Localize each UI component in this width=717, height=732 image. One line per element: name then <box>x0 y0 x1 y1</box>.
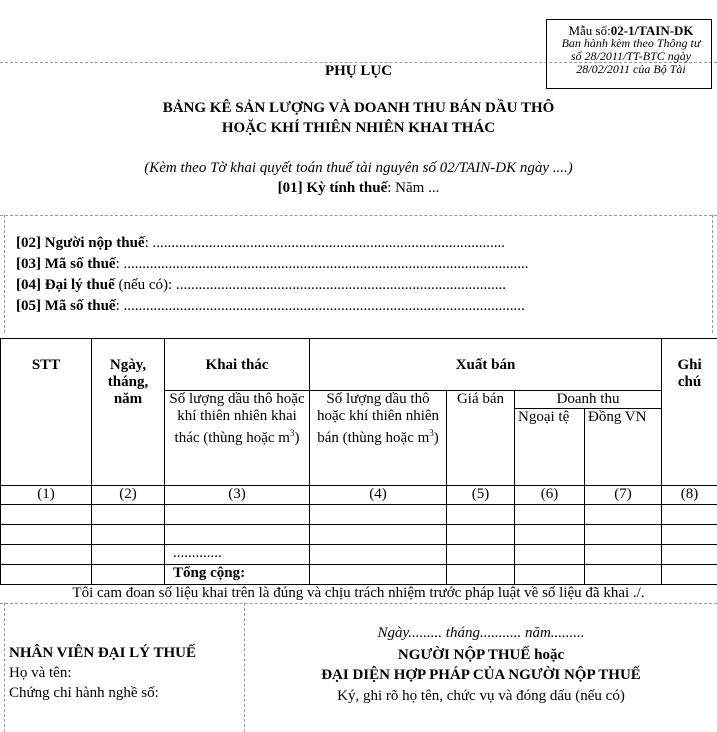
column-number: (6) <box>515 486 585 505</box>
document-title: BẢNG KÊ SẢN LƯỢNG VÀ DOANH THU BÁN DẦU THÔ <box>162 100 555 116</box>
tax-agent-field[interactable]: [04] Đại lý thuế (nếu có): ........................................................................................ <box>16 277 506 293</box>
legal-representative-title: ĐẠI DIỆN HỢP PHÁP CỦA NGƯỜI NỘP THUẾ <box>321 667 641 683</box>
commitment-text: Tôi cam đoan số liệu khai trên là đúng và chịu trách nhiệm trước pháp luật về số liệu đã khai ./. <box>72 585 645 601</box>
header-sales: Xuất bán <box>310 339 662 391</box>
guide-line <box>4 215 5 333</box>
header-price: Giá bán <box>447 391 515 486</box>
column-number-row <box>1 486 717 505</box>
issued-line: số 28/2011/TT-BTC ngày <box>570 49 692 63</box>
guide-line <box>4 603 5 732</box>
table-row[interactable] <box>1 545 717 565</box>
issued-line: 28/02/2011 của Bộ Tài <box>576 62 686 76</box>
tax-agent-staff-title: NHÂN VIÊN ĐẠI LÝ THUẾ <box>9 645 196 661</box>
attachment-note: (Kèm theo Tờ khai quyết toán thuế tài nguyên số 02/TAIN-DK ngày ....) <box>144 160 573 176</box>
taxpayer-field[interactable]: [02] Người nộp thuế: .............................................................................................. <box>16 235 505 251</box>
header-revenue: Doanh thu <box>515 391 662 409</box>
header-extraction: Khai thác <box>165 339 310 391</box>
column-number: (1) <box>1 486 92 505</box>
header-note: Ghi chú <box>662 339 717 486</box>
header-date: Ngày, tháng, năm <box>92 339 165 486</box>
header-qty-sold: Số lượng dầu thô hoặc khí thiên nhiên bán (thùng hoặc $m^3$) <box>310 391 447 486</box>
output-revenue-table <box>0 338 717 585</box>
table-row[interactable] <box>1 525 717 545</box>
issued-line: Ban hành kèm theo Thông tư <box>561 36 701 50</box>
guide-line <box>0 603 717 604</box>
taxpayer-title: NGƯỜI NỘP THUẾ hoặc <box>397 647 565 663</box>
total-row[interactable] <box>1 565 717 585</box>
column-number: (4) <box>310 486 447 505</box>
column-number: (3) <box>165 486 310 505</box>
header-foreign-currency: Ngoại tệ <box>515 409 585 486</box>
form-code: Mẫu số:02-1/TAIN-DK <box>568 23 694 38</box>
table-row[interactable] <box>1 505 717 525</box>
column-number: (2) <box>92 486 165 505</box>
document-title-line2: HOẶC KHÍ THIÊN NHIÊN KHAI THÁC <box>221 120 496 136</box>
header-stt: STT <box>1 339 92 486</box>
agent-certificate-field[interactable]: Chứng chỉ hành nghề số: <box>9 685 159 701</box>
column-number: (5) <box>447 486 515 505</box>
header-vnd: Đồng VN <box>585 409 662 486</box>
tax-period: [01] Kỳ tính thuế: Năm ... <box>277 180 440 196</box>
column-number: (7) <box>585 486 662 505</box>
header-qty-extracted: Số lượng dầu thô hoặc khí thiên nhiên khai thác (thùng hoặc $m^3$) <box>165 391 310 486</box>
guide-line <box>0 215 717 216</box>
column-number: (8) <box>662 486 717 505</box>
dots-cell: ............. <box>165 545 310 565</box>
appendix-heading: PHỤ LỤC <box>324 63 393 79</box>
tax-code-field[interactable]: [03] Mã số thuế: ............................................................................................................ <box>16 256 529 272</box>
guide-line <box>712 215 713 333</box>
signature-date: Ngày......... tháng........... năm......... <box>377 625 585 641</box>
agent-name-field[interactable]: Họ và tên: <box>9 665 72 681</box>
total-label: Tổng cộng: <box>165 565 310 585</box>
agent-tax-code-field[interactable]: [05] Mã số thuế: ........................................................................................................... <box>16 298 525 314</box>
signature-note: Ký, ghi rõ họ tên, chức vụ và đóng dấu (nếu có) <box>337 688 625 704</box>
